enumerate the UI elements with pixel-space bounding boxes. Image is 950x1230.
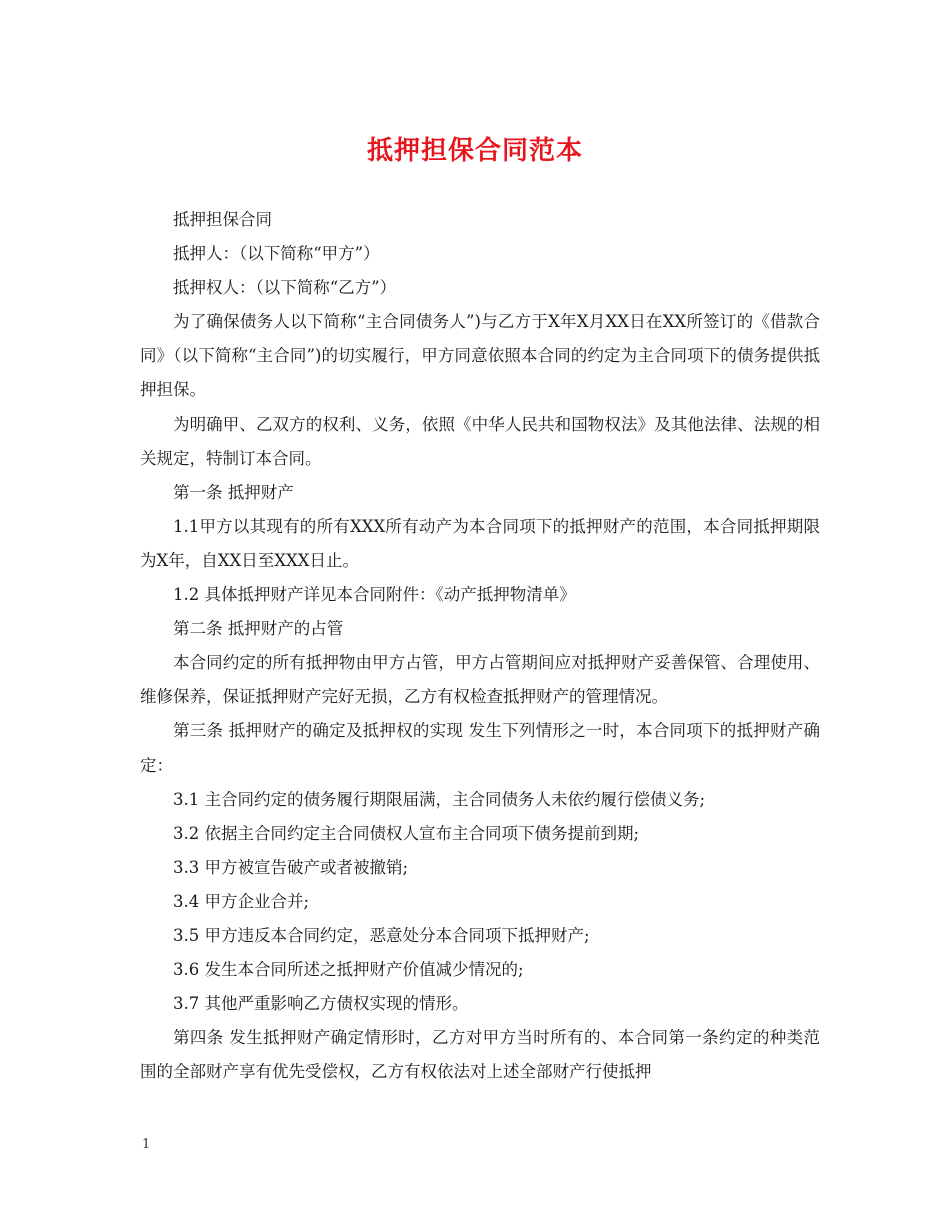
article-2-body: 本合同约定的所有抵押物由甲方占管，甲方占管期间应对抵押财产妥善保管、合理使用、维修保养，保证抵押财产完好无损，乙方有权检查抵押财产的管理情况。 [140,653,820,707]
clause-3-6: 3.6 发生本合同所述之抵押财产价值减少情况的; [173,960,524,980]
clause-3-3: 3.3 甲方被宣告破产或者被撤销; [173,857,409,877]
clause-3-7: 3.7 其他严重影响乙方债权实现的情形。 [173,994,469,1014]
clause-1-2: 1.2 具体抵押财产详见本合同附件：《动产抵押物清单》 [173,585,576,605]
page-number: 1 [142,1137,151,1152]
clause-3-4: 3.4 甲方企业合并; [173,891,310,911]
paragraph-purpose: 为了确保债务人以下简称“主合同债务人”)与乙方于X年X月XX日在XX所签订的《借款合同》（以下简称“主合同”)的切实履行，甲方同意依照本合同的约定为主合同项下的债务提供抵押担保。 [140,312,820,400]
paragraph-mortgagee: 抵押权人：（以下简称“乙方”） [173,278,397,298]
article-1-heading: 第一条 抵押财产 [173,482,294,502]
clause-3-1: 3.1 主合同约定的债务履行期限届满，主合同债务人未依约履行偿债义务; [173,789,706,809]
document-body [140,203,820,1089]
article-3-heading: 第三条 抵押财产的确定及抵押权的实现 发生下列情形之一时，本合同项下的抵押财产确定： [140,721,820,775]
clause-3-2: 3.2 依据主合同约定主合同债权人宣布主合同项下债务提前到期; [173,823,640,843]
document-title: 抵押担保合同范本 [366,136,583,166]
clause-1-1: 1.1甲方以其现有的所有XXX所有动产为本合同项下的抵押财产的范围，本合同抵押期限为X年，自XX日至XXX日止。 [140,516,820,570]
article-2-heading: 第二条 抵押财产的占管 [173,619,344,639]
paragraph-contract-heading: 抵押担保合同 [173,210,272,229]
clause-3-5: 3.5 甲方违反本合同约定，恶意处分本合同项下抵押财产; [173,925,590,945]
article-4-body: 第四条 发生抵押财产确定情形时，乙方对甲方当时所有的、本合同第一条约定的种类范围的全部财产享有优先受偿权，乙方有权依法对上述全部财产行使抵押 [140,1028,820,1082]
paragraph-basis: 为明确甲、乙双方的权利、义务，依照《中华人民共和国物权法》及其他法律、法规的相关规定，特制订本合同。 [140,414,820,468]
paragraph-mortgagor: 抵押人：（以下简称“甲方”） [173,244,380,264]
